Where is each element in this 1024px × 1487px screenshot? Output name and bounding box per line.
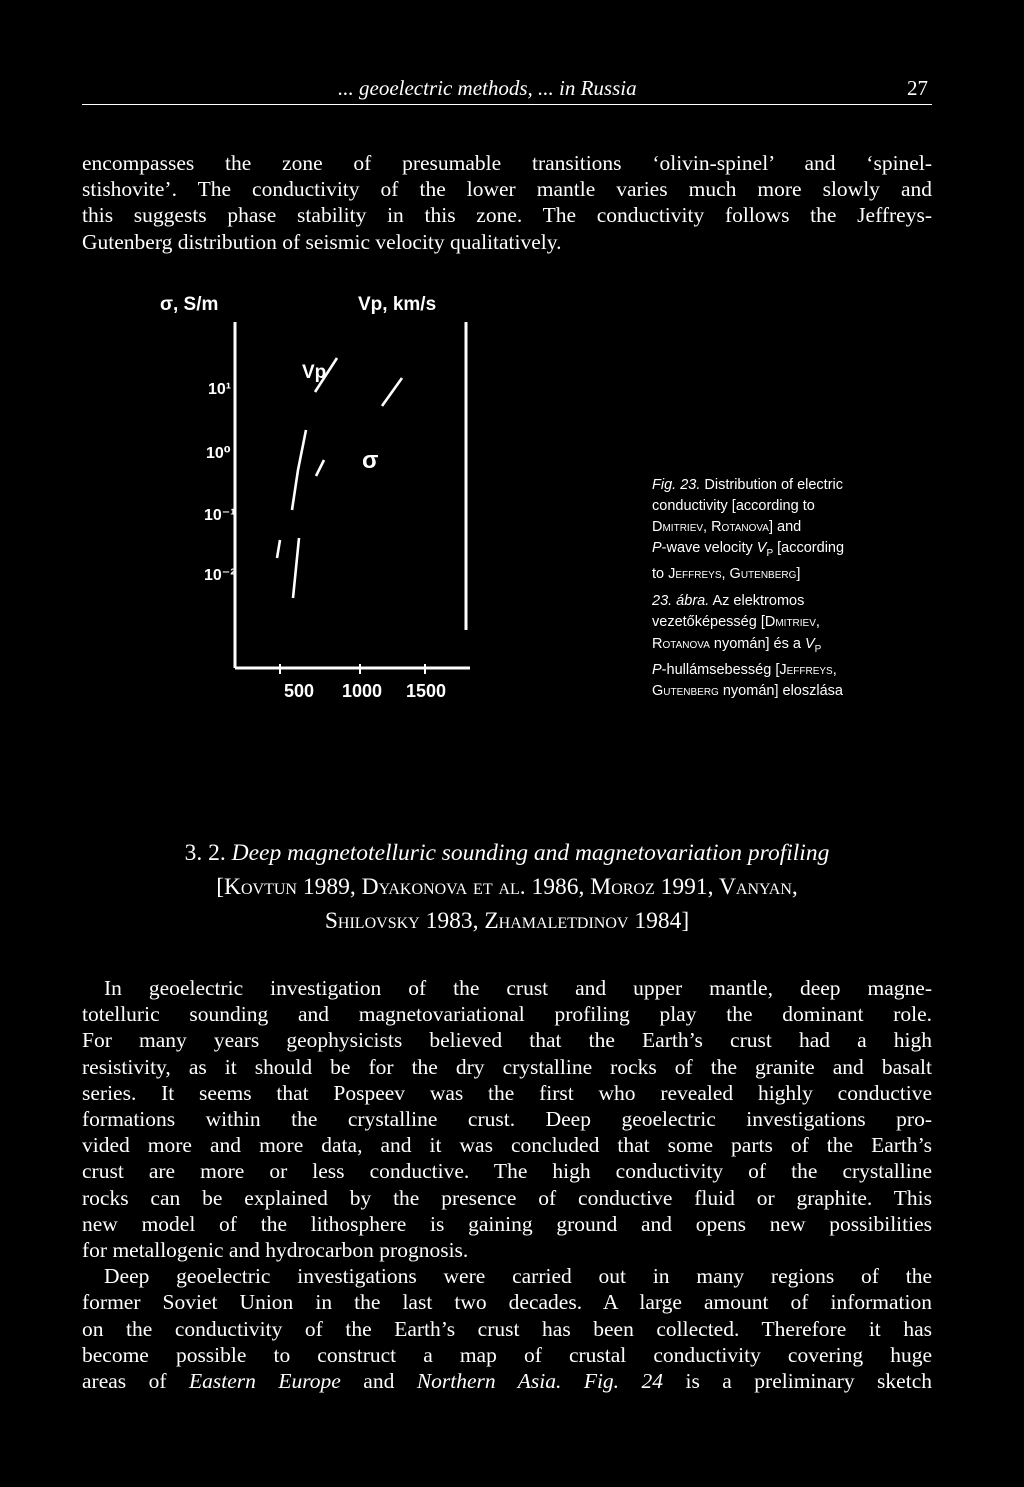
- figure-23: [160, 280, 510, 710]
- text-line: stishovite’. The conductivity of the lower mantle varies much more slowly and: [82, 177, 932, 202]
- caption-authors: Gutenberg: [652, 682, 719, 699]
- text-line: crust are more or less conductive. The high conductivity of the crystalline: [82, 1159, 932, 1184]
- caption-text: Distribution of electric: [700, 477, 843, 493]
- caption-text: -wave velocity: [661, 540, 757, 557]
- text-run: Northern Asia.: [416, 1369, 562, 1394]
- caption-text: [according: [773, 540, 845, 557]
- text-line: For many years geophysicists believed that the Earth’s crust had a high: [82, 1028, 932, 1053]
- y-tick-label: 10⁻¹: [204, 507, 236, 524]
- caption-text: to: [652, 566, 669, 583]
- top-paragraph: [82, 150, 932, 255]
- caption-authors: Dmitriev, Rotanova: [652, 519, 769, 536]
- text-run: Eastern Europe: [189, 1369, 341, 1394]
- section-number: 3. 2.: [184, 840, 226, 866]
- text-line: Gutenberg distribution of seismic velocity qualitatively.: [82, 229, 562, 254]
- caption-text: vezetőképesség [: [652, 614, 765, 631]
- running-header: [82, 76, 932, 105]
- section-title: Deep magnetotelluric sounding and magnetovariation profiling: [231, 840, 830, 866]
- caption-text: nyomán] eloszlása: [718, 682, 843, 699]
- caption-text: P: [652, 540, 662, 557]
- vp-curve-label: Vp: [302, 362, 327, 383]
- text-line: on the conductivity of the Earth’s crust has been collected. Therefore it has: [82, 1316, 932, 1341]
- text-line: series. It seems that Pospeev was the first who revealed highly conductive: [82, 1080, 932, 1105]
- y-tick-label: 10⁰: [206, 445, 231, 462]
- figure-plot: [160, 280, 510, 710]
- text-run: Fig.: [583, 1369, 620, 1394]
- text-run: [561, 1369, 583, 1393]
- right-axis-label: Vp, km/s: [358, 294, 437, 315]
- section-references: [Kovtun 1989, Dyakonova et al. 1986, Moroz 1991, Vanyan,: [216, 874, 798, 900]
- y-tick-label: 10⁻²: [204, 567, 236, 584]
- text-line: Deep geoelectric investigations were carried out in many regions of the: [104, 1264, 932, 1289]
- caption-authors: Dmitriev,: [764, 614, 820, 631]
- vp-curve-right: [382, 378, 402, 406]
- text-run: and: [340, 1369, 417, 1394]
- x-tick-label: 1500: [406, 681, 447, 701]
- text-line: become possible to construct a map of crustal conductivity covering huge: [82, 1342, 932, 1367]
- caption-text: V: [805, 635, 815, 652]
- text-run: areas of: [82, 1369, 189, 1394]
- caption-text: nyomán] és a: [709, 635, 805, 652]
- sigma-curve-label: σ: [362, 447, 379, 474]
- x-tick-label: 500: [284, 681, 315, 701]
- caption-text: -hullámsebesség [: [661, 661, 780, 678]
- caption-text: Az elektromos: [709, 593, 805, 610]
- text-line: for metallogenic and hydrocarbon prognosis.: [82, 1238, 469, 1263]
- text-line: former Soviet Union in the last two decades. A large amount of information: [82, 1290, 932, 1315]
- caption-fig-label: Fig. 23.: [652, 477, 701, 493]
- caption-text: P: [652, 661, 662, 678]
- figure-caption: [652, 475, 932, 702]
- text-line: totelluric sounding and magnetovariational profiling play the dominant role.: [82, 1002, 932, 1027]
- text-line: rocks can be explained by the presence of conductive fluid or graphite. This: [82, 1185, 932, 1210]
- y-tick-label: 10¹: [208, 381, 232, 398]
- text-line: vided more and more data, and it was concluded that some parts of the Earth’s: [82, 1133, 932, 1158]
- caption-authors: Jeffreys, Gutenberg: [668, 566, 797, 583]
- caption-text: P: [766, 548, 774, 560]
- text-line: In geoelectric investigation of the crust and upper mantle, deep magne-: [104, 976, 932, 1000]
- sigma-curve-mid: [316, 460, 324, 476]
- caption-text: ] and: [768, 519, 802, 536]
- curve-segment: [277, 540, 280, 558]
- text-line: resistivity, as it should be for the dry crystalline rocks of the granite and basalt: [82, 1054, 932, 1079]
- caption-text: ]: [796, 566, 801, 583]
- caption-text: V: [756, 540, 767, 557]
- text-line: encompasses the zone of presumable transitions ‘olivin-spinel’ and ‘spinel-: [82, 151, 932, 175]
- left-axis-label: σ, S/m: [160, 294, 219, 315]
- text-run: [619, 1369, 641, 1393]
- caption-text: conductivity [according to: [652, 498, 815, 515]
- page-number: 27: [907, 76, 928, 100]
- section-heading: [82, 836, 932, 938]
- text-run: 24: [641, 1369, 664, 1394]
- caption-authors: Jeffreys,: [779, 661, 837, 678]
- body-text: [82, 975, 932, 1394]
- text-line: [82, 1368, 932, 1394]
- caption-authors: Rotanova: [652, 635, 710, 652]
- text-line: this suggests phase stability in this zone. The conductivity follows the Jeffreys-: [82, 203, 932, 228]
- text-line: formations within the crystalline crust. Deep geoelectric investigations pro-: [82, 1107, 932, 1132]
- text-line: new model of the lithosphere is gaining ground and opens new possibilities: [82, 1211, 932, 1236]
- text-run: is a preliminary sketch: [663, 1369, 932, 1394]
- curve-segment: [293, 538, 299, 598]
- caption-hu-label: 23. ábra.: [652, 593, 710, 610]
- x-tick-label: 1000: [342, 681, 383, 701]
- sigma-curve-left: [292, 430, 306, 510]
- caption-text: P: [814, 643, 822, 655]
- running-title: ... geoelectric methods, ... in Russia: [338, 76, 637, 100]
- section-references: Shilovsky 1983, Zhamaletdinov 1984]: [324, 908, 690, 934]
